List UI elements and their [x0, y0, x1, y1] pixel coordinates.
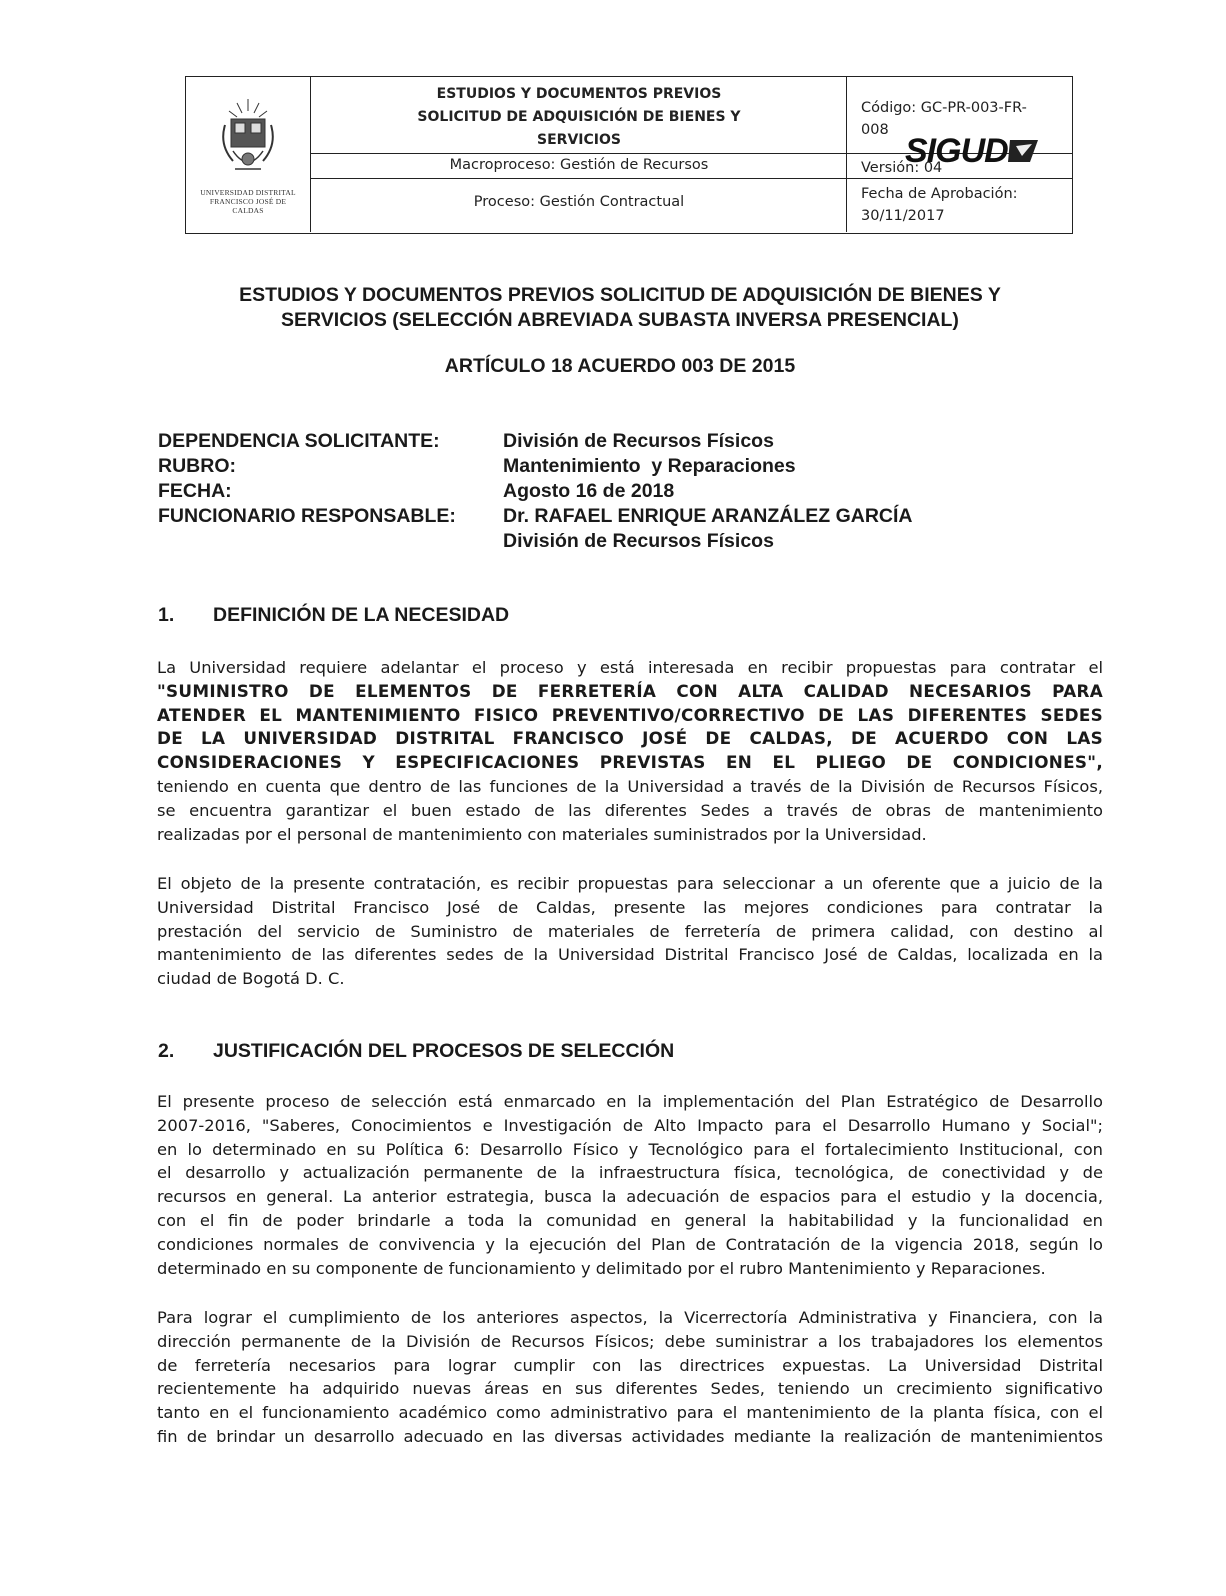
logo-cell: [186, 77, 311, 232]
paragraph-bold-line: "SUMINISTRO DE ELEMENTOS DE FERRETERÍA CON ALTA CALIDAD NECESARIOS PARA: [157, 680, 1103, 701]
university-logo: [198, 95, 298, 225]
brand-text: SIGUD: [905, 132, 1008, 170]
document-title: [150, 283, 1090, 333]
rubro-value: Mantenimiento y Reparaciones: [503, 455, 796, 477]
section-1-paragraph-1: [157, 656, 1103, 846]
date-label: FECHA:: [158, 480, 232, 502]
paragraph-line: ciudad de Bogotá D. C.: [157, 969, 345, 989]
paragraph-line: de ferretería necesarios para lograr cumplir con las directrices expuestas. La Universidad Distrital: [157, 1355, 1103, 1375]
header-title-line-3: SERVICIOS: [537, 132, 621, 148]
rubro-label: RUBRO:: [158, 455, 236, 477]
section-2-paragraph-2: [157, 1306, 1103, 1449]
section-1-paragraph-2: [157, 872, 1103, 991]
paragraph-line: tanto en el funcionamiento académico como administrativo para el mantenimiento de la planta física, con el: [157, 1403, 1103, 1423]
section-1-number: 1.: [158, 604, 175, 626]
macroprocess-label: Macroproceso: Gestión de Recursos: [449, 157, 709, 173]
document-title-line-2: SERVICIOS (SELECCIÓN ABREVIADA SUBASTA INVERSA PRESENCIAL): [281, 309, 959, 331]
approval-line-2: 30/11/2017: [861, 208, 945, 224]
header-title-line-1: ESTUDIOS Y DOCUMENTOS PREVIOS: [436, 86, 722, 102]
logo-caption-1: UNIVERSIDAD DISTRITAL: [200, 188, 296, 197]
paragraph-line: El objeto de la presente contratación, es recibir propuestas para seleccionar a un oferente que a juicio de la: [157, 874, 1103, 893]
process-label: Proceso: Gestión Contractual: [473, 194, 685, 210]
section-1-title: DEFINICIÓN DE LA NECESIDAD: [213, 604, 510, 626]
paragraph-line: teniendo en cuenta que dentro de las funciones de la Universidad a través de la División de Recursos Físicos,: [157, 776, 1103, 796]
paragraph-line: el desarrollo y actualización permanente de la infraestructura física, tecnológica, de conectividad y de: [157, 1163, 1103, 1183]
document-title-line-1: ESTUDIOS Y DOCUMENTOS PREVIOS SOLICITUD DE ADQUISICIÓN DE BIENES Y: [239, 284, 1001, 306]
version-label: Versión: 04: [861, 160, 943, 176]
paragraph-bold-line: CONSIDERACIONES Y ESPECIFICACIONES PREVISTAS EN EL PLIEGO DE CONDICIONES",: [157, 752, 1103, 773]
paragraph-line: determinado en su componente de funcionamiento y delimitado por el rubro Mantenimiento y Reparaciones.: [157, 1258, 1046, 1278]
paragraph-line: El presente proceso de selección está enmarcado en la implementación del Plan Estratégico de Desarrollo: [157, 1092, 1103, 1111]
paragraph-line: dirección permanente de la División de Recursos Físicos; debe suministrar a los trabajadores los elementos: [157, 1331, 1103, 1351]
section-2-paragraph-1: [157, 1090, 1103, 1280]
paragraph-line: condiciones normales de convivencia y la ejecución del Plan de Contratación de la vigencia 2018, según lo: [157, 1234, 1103, 1254]
date-value: Agosto 16 de 2018: [503, 480, 675, 502]
paragraph-line: prestación del servicio de Suministro de materiales de ferretería de primera calidad, con destino al: [157, 921, 1103, 941]
paragraph-line: realizadas por el personal de mantenimiento con materiales suministrados por la Universidad.: [157, 824, 927, 844]
paragraph-line: se encuentra garantizar el buen estado de las diferentes Sedes a través de obras de mantenimiento: [157, 800, 1103, 820]
approval-line-1: Fecha de Aprobación:: [861, 186, 1018, 202]
section-2-title: JUSTIFICACIÓN DEL PROCESOS DE SELECCIÓN: [213, 1040, 675, 1062]
paragraph-line: La Universidad requiere adelantar el proceso y está interesada en recibir propuestas para contratar el: [157, 658, 1103, 677]
dependency-value: División de Recursos Físicos: [503, 430, 774, 452]
university-seal-icon: [213, 95, 283, 183]
header-divider-2: [311, 178, 1073, 179]
paragraph-line: fin de brindar un desarrollo adecuado en las diversas actividades mediante la realización de mantenimientos: [157, 1426, 1103, 1446]
responsible-division: División de Recursos Físicos: [503, 530, 774, 552]
article-reference: ARTÍCULO 18 ACUERDO 003 DE 2015: [444, 355, 796, 377]
paragraph-line: en lo determinado en su Política 6: Desarrollo Físico y Tecnológico para el fortalecimiento Institucional, con: [157, 1139, 1103, 1159]
paragraph-bold-line: ATENDER EL MANTENIMIENTO FISICO PREVENTIVO/CORRECTIVO DE LAS DIFERENTES SEDES: [157, 704, 1103, 725]
paragraph-line: 2007-2016, "Saberes, Conocimientos e Investigación de Alto Impacto para el Desarrollo Humano y Social";: [157, 1115, 1103, 1135]
paragraph-line: mantenimiento de las diferentes sedes de la Universidad Distrital Francisco José de Caldas, localizada en la: [157, 945, 1103, 965]
paragraph-bold-line: DE LA UNIVERSIDAD DISTRITAL FRANCISCO JOSÉ DE CALDAS, DE ACUERDO CON LAS: [157, 728, 1103, 749]
paragraph-line: con el fin de poder brindarle a toda la comunidad en general la habitabilidad y la funcionalidad en: [157, 1210, 1103, 1230]
logo-caption-2: FRANCISCO JOSÉ DE CALDAS: [209, 197, 287, 215]
paragraph-line: recursos en general. La anterior estrategia, busca la adecuación de espacios para el estudio y la docencia,: [157, 1187, 1103, 1207]
code-line-1: Código: GC-PR-003-FR-: [861, 100, 1027, 116]
header-title: [311, 83, 847, 152]
sigud-brand: [905, 132, 1040, 171]
responsible-value: Dr. RAFAEL ENRIQUE ARANZÁLEZ GARCÍA: [503, 505, 913, 527]
header-title-line-2: SOLICITUD DE ADQUISICIÓN DE BIENES Y: [417, 109, 741, 125]
paragraph-line: Universidad Distrital Francisco José de Caldas, presente las mejores condiciones para contratar la: [157, 897, 1103, 917]
paragraph-line: recientemente ha adquirido nuevas áreas en sus diferentes Sedes, teniendo un crecimiento significativo: [157, 1379, 1103, 1399]
sigud-mark-icon: [1008, 138, 1040, 164]
section-2-number: 2.: [158, 1040, 175, 1062]
responsible-label: FUNCIONARIO RESPONSABLE:: [158, 505, 456, 527]
title-cell: [311, 77, 847, 232]
paragraph-line: Para lograr el cumplimiento de los anteriores aspectos, la Vicerrectoría Administrativa y Financiera, con la: [157, 1308, 1103, 1327]
dependency-label: DEPENDENCIA SOLICITANTE:: [158, 430, 440, 452]
code-line-2: 008: [861, 122, 889, 138]
